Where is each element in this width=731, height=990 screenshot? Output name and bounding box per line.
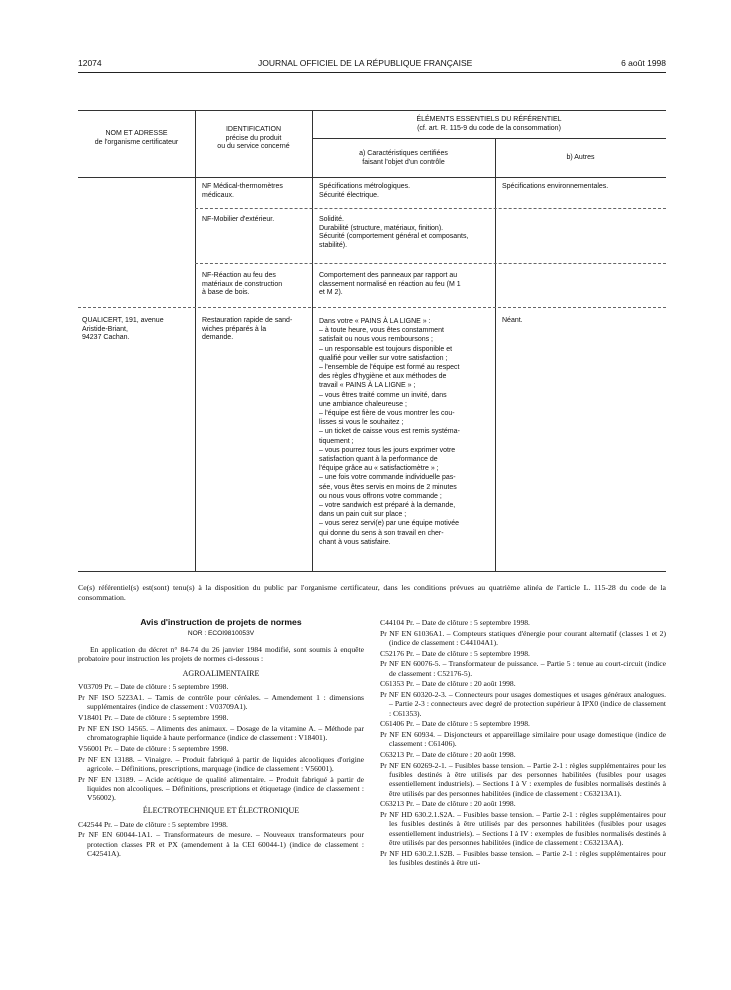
row4-other: Néant. — [502, 317, 523, 324]
list-item: C61353 Pr. – Date de clôture : 20 août 1998. — [380, 679, 516, 689]
list-item: Pr NF HD 630.2.1.S2A. – Fusibles basse tension. – Partie 2-1 : règles supplémentaires pour les fusibles destinés à être utilisés par des personnes habilitées (fusibles pour usages essentiellement industriels). – Sections I à IV : exemples de fusibles normalisés destinés à être utilisés par des personnes habilitées (indice de classement : C63213AA). — [380, 809, 666, 847]
list-item: C44104 Pr. – Date de clôture : 5 septembre 1998. — [380, 618, 530, 627]
row-sep-2 — [195, 263, 666, 264]
header-org: NOM ET ADRESSE de l'organisme certificateur — [94, 130, 179, 146]
row4-organisme: QUALICERT, 191, avenue Aristide-Briant, 94237 Cachan. — [82, 317, 164, 342]
avis-right-column — [380, 618, 666, 869]
row1-characteristics: Spécifications métrologiques. Sécurité électrique. — [319, 183, 411, 199]
list-item: C61406 Pr. – Date de clôture : 5 septembre 1998. — [380, 719, 530, 729]
issue-date: 6 août 1998 — [621, 58, 666, 68]
list-item: C63213 Pr. – Date de clôture : 20 août 1998. — [380, 749, 516, 759]
header-identification: IDENTIFICATION précise du produit ou du service concerné — [217, 126, 290, 151]
table-bottom-border — [78, 571, 666, 572]
row-sep-3 — [78, 307, 666, 308]
list-item: Pr NF EN 60320-2-3. – Connecteurs pour usages domestiques et usages généraux analogues. – Partie 2-3 : connecteurs avec degré de protection supérieur à IPX0 (indice de classement : C61353). — [380, 690, 666, 718]
list-item: C63213 Pr. – Date de clôture : 20 août 1998. — [380, 799, 516, 809]
list-item: Pr NF EN 60934. – Disjoncteurs et appareillage similaire pour usage domestique (indice de classement : C61406). — [380, 730, 666, 749]
list-item: Pr NF EN 60044-1A1. – Transformateurs de mesure. – Nouveaux transformateurs pour protection classes PR et PX (amendement à la CEI 60044-1) (indice de classement : C42541A). — [78, 830, 364, 858]
avis-nor: NOR : ECOI9810053V — [187, 630, 255, 638]
row1-product: NF Médical-thermomètres médicaux. — [202, 183, 283, 199]
running-header — [78, 58, 666, 70]
list-item: C52176 Pr. – Date de clôture : 5 septembre 1998. — [380, 648, 530, 658]
journal-title: JOURNAL OFFICIEL DE LA RÉPUBLIQUE FRANÇAISE — [258, 58, 473, 68]
list-item: C42544 Pr. – Date de clôture : 5 septembre 1998. — [78, 819, 228, 829]
list-item: Pr NF ISO 5223A1. – Tamis de contrôle pour céréales. – Amendement 1 : dimensions supplémentaires (indice de classement : V03709A1). — [78, 693, 364, 712]
row4-product: Restauration rapide de sand- wiches préparés à la demande. — [202, 317, 293, 342]
avis-intro: En application du décret n° 84-74 du 26 janvier 1984 modifié, sont soumis à enquête probatoire pour instruction les projets de normes ci-dessous : — [78, 644, 364, 663]
row3-characteristics: Comportement des panneaux par rapport au classement normalisé en réaction au feu (M 1 et M 2). — [319, 272, 461, 297]
avis-left-column — [78, 618, 364, 860]
list-item: Pr NF EN ISO 14565. – Aliments des animaux. – Dosage de la vitamine A. – Méthode par chromatographie liquide à haute performance (indice de classement : V18401). — [78, 723, 364, 743]
row2-characteristics: Solidité. Durabilité (structure, matériaux, finition). Sécurité (comportement général et composants, stabilité). — [319, 216, 469, 249]
header-caracteristiques: a) Caractéristiques certifiées faisant l'objet d'un contrôle — [359, 150, 448, 166]
page-number: 12074 — [78, 58, 102, 68]
table-header-bottom-border — [78, 177, 666, 178]
list-item: Pr NF EN 13189. – Acide acétique de qualité alimentaire. – Produit fabriqué à partir de liquides non alcooliques. – Définitions, prescriptions et étiquetage (indice de classement : V56002). — [78, 774, 364, 803]
list-item: Pr NF EN 13188. – Vinaigre. – Produit fabriqué à partir de liquides alcooliques d'origine agricole. – Définitions, prescriptions, marquage (indice de classement : V56001). — [78, 754, 364, 773]
row3-product: NF-Réaction au feu des matériaux de construction à base de bois. — [202, 272, 283, 297]
list-item: Pr NF HD 630.2.1.S2B. – Fusibles basse tension. – Partie 2-1 : règles supplémentaires pour les fusibles destinés à être uti- — [380, 848, 666, 867]
row-sep-1 — [195, 208, 666, 209]
section-agroalimentaire: AGROALIMENTAIRE — [182, 669, 260, 679]
list-item: V18401 Pr. – Date de clôture : 5 septembre 1998. — [78, 713, 229, 723]
header-rule — [78, 72, 666, 73]
avis-title: Avis d'instruction de projets de normes — [140, 617, 302, 627]
referential-table — [78, 110, 666, 572]
row4-characteristics: Dans votre « PAINS À LA LIGNE » : – à toute heure, vous êtes constamment satisfait ou nous vous remboursons ; – un responsable est toujours disponible et qualifié pour veiller sur votre satisfaction ; – l'ensemble de l'équipe est formé au respect des règles d'hygiène et aux méthodes de travail « PAINS À LA LIGNE » ; – vous êtres traité comme un invité, dans une ambiance chaleureuse ; – l'équipe est fière de vous montrer les cou- lisses si vous le souhaitez ; – un ticket de caisse vous est remis systéma- tiquement ; – vous pourrez tous les jours exprimer votre satisfaction quant à la performance de l'équipe grâce au « satisfactiomètre » ; – une fois votre commande individuelle pas- sée, vous êtes servis en moins de 2 minutes ou nous vous offrons votre commande ; – votre sandwich est préparé à la demande, dans un pain cuit sur place ; – vous serez servi(e) par une équipe motivée qui donne du sens à son travail en cher- chant à vous satisfaire. — [319, 318, 460, 546]
list-item: Pr NF EN 60269-2-1. – Fusibles basse tension. – Partie 2-1 : règles supplémentaires pour les fusibles destinés à être utilisés par des personnes habilitées (fusibles pour usages essentiellement industriels). – Sections I à V : exemples de fusibles normalisés destinés à être utilisés par des personnes habilitées (indice de classement : C63213A1). — [380, 760, 666, 798]
col-divider-1 — [195, 110, 196, 571]
list-item: V03709 Pr. – Date de clôture : 5 septembre 1998. — [78, 682, 229, 692]
header-elements: ÉLÉMENTS ESSENTIELS DU RÉFÉRENTIEL (cf. art. R. 115-9 du code de la consommation) — [416, 116, 562, 132]
section-electrotechnique: ÉLECTROTECHNIQUE ET ÉLECTRONIQUE — [142, 806, 300, 816]
col-divider-3 — [495, 138, 496, 571]
header-autres: b) Autres — [566, 154, 595, 161]
list-item: V56001 Pr. – Date de clôture : 5 septembre 1998. — [78, 743, 229, 753]
row1-other: Spécifications environnementales. — [502, 183, 609, 190]
row2-product: NF-Mobilier d'extérieur. — [202, 216, 275, 223]
availability-note: Ce(s) référentiel(s) est(sont) tenu(s) à la disposition du public par l'organisme certificateur, dans les conditions prévues au quatrième alinéa de l'article L. 115-28 du code de la consommation. — [78, 583, 666, 602]
table-top-border — [78, 110, 666, 111]
col-divider-2 — [312, 110, 313, 571]
list-item: Pr NF EN 60076-5. – Transformateur de puissance. – Partie 5 : tenue au court-circuit (indice de classement : C52176-5). — [380, 659, 666, 678]
subheader-rule — [312, 138, 666, 139]
list-item: Pr NF EN 61036A1. – Compteurs statiques d'énergie pour courant alternatif (classes 1 et 2) (indice de classement : C44104A1). — [380, 628, 666, 647]
